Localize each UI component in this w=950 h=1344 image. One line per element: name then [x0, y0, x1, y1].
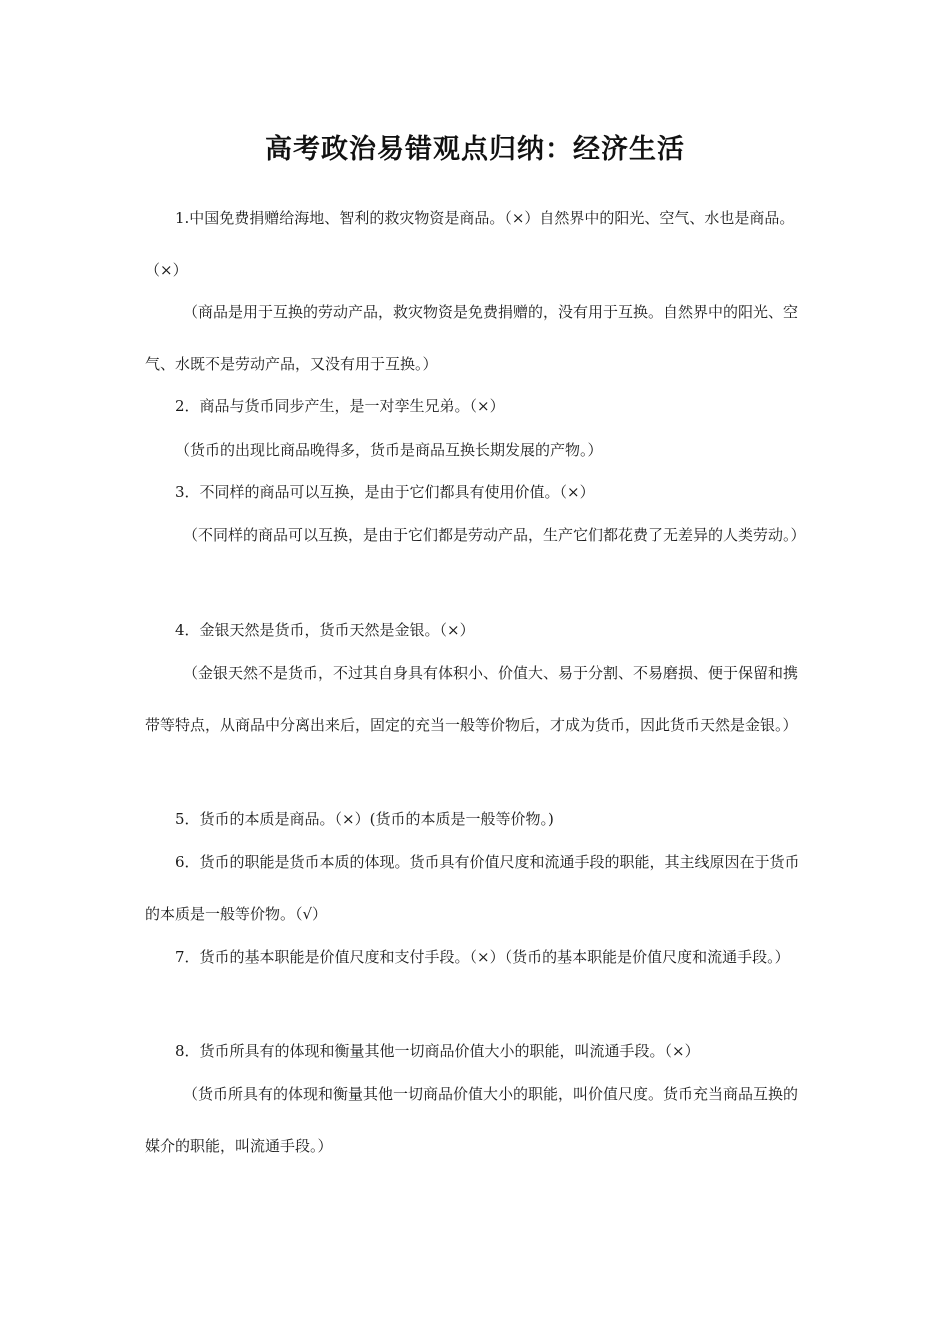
paragraph-item-7: 7．货币的基本职能是价值尺度和支付手段。（×）（货币的基本职能是价值尺度和流通手段。） — [175, 948, 790, 966]
paragraph-note-1: （商品是用于互换的劳动产品，救灾物资是免费捐赠的，没有用于互换。自然界中的阳光、空气、水既不是劳动产品，又没有用于互换。） — [145, 303, 799, 373]
document-title: 高考政治易错观点归纳：经济生活 — [265, 134, 685, 165]
paragraph-item-4: 4．金银天然是货币，货币天然是金银。（×） — [175, 621, 475, 639]
paragraph-item-8: 8．货币所具有的体现和衡量其他一切商品价值大小的职能，叫流通手段。（×） — [175, 1042, 700, 1060]
paragraph-note-8: （货币所具有的体现和衡量其他一切商品价值大小的职能，叫价值尺度。货币充当商品互换的媒介的职能，叫流通手段。） — [145, 1085, 799, 1155]
paragraph-item-1: 1.中国免费捐赠给海地、智利的救灾物资是商品。（×）自然界中的阳光、空气、水也是商品。（×） — [145, 209, 795, 279]
paragraph-item-3: 3．不同样的商品可以互换，是由于它们都具有使用价值。（×） — [175, 483, 595, 501]
paragraph-item-6: 6．货币的职能是货币本质的体现。货币具有价值尺度和流通手段的职能，其主线原因在于货币的本质是一般等价物。（√） — [145, 853, 800, 923]
paragraph-note-4: （金银天然不是货币，不过其自身具有体积小、价值大、易于分割、不易磨损、便于保留和携带等特点，从商品中分离出来后，固定的充当一般等价物后，才成为货币，因此货币天然是金银。） — [145, 664, 799, 734]
paragraph-note-2: （货币的出现比商品晚得多，货币是商品互换长期发展的产物。） — [175, 441, 603, 459]
paragraph-note-3: （不同样的商品可以互换，是由于它们都是劳动产品，生产它们都花费了无差异的人类劳动。） — [183, 526, 806, 544]
paragraph-item-5: 5．货币的本质是商品。（×）(货币的本质是一般等价物。) — [175, 810, 554, 828]
paragraph-item-2: 2．商品与货币同步产生，是一对孪生兄弟。（×） — [175, 397, 505, 415]
